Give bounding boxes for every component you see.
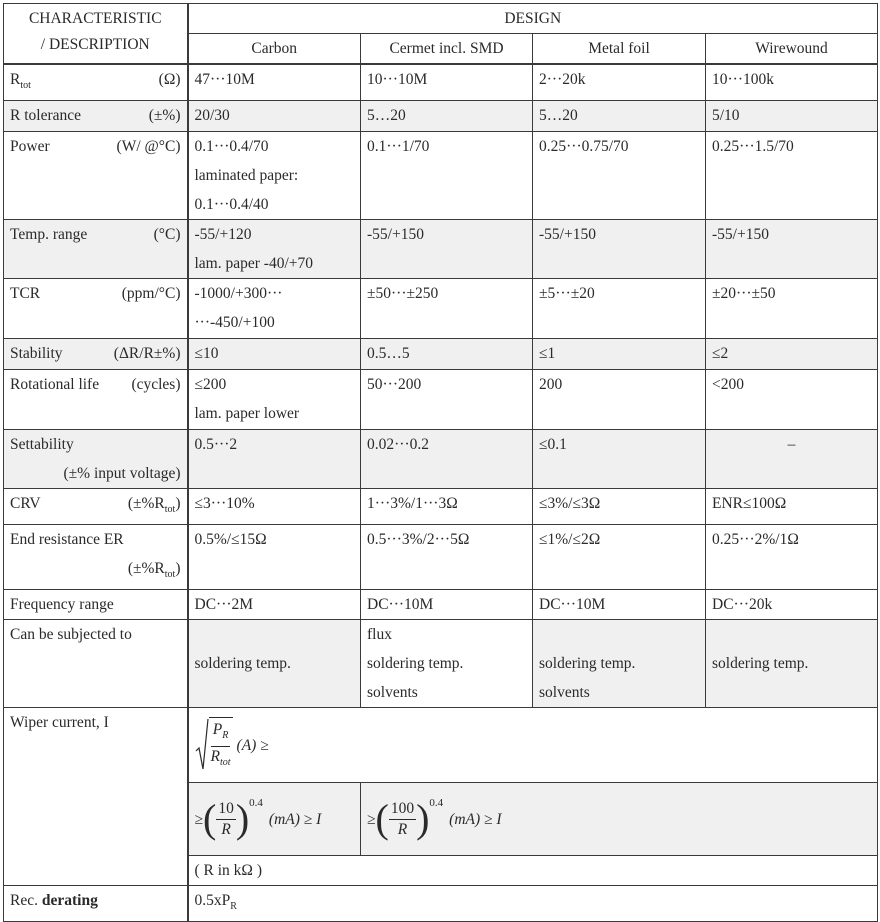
cell-rotational-cermet: 50···200	[361, 370, 533, 430]
row-label-crv: CRV $(\pm\%R_{tot})$	[4, 489, 188, 525]
cell-rtot-metal-foil: 2···20k	[533, 64, 706, 101]
cell-rotational-metal-foil: 200	[533, 370, 706, 430]
table-row	[4, 220, 878, 279]
column-header-wirewound: Wirewound	[706, 34, 878, 65]
cell-subjected-wirewound: soldering temp.	[706, 620, 878, 708]
table-row	[4, 101, 878, 132]
table-row	[4, 64, 878, 101]
table-row	[4, 489, 878, 525]
cell-rtol-cermet: 5…20	[361, 101, 533, 132]
cell-stability-metal-foil: ≤1	[533, 339, 706, 370]
cell-rtot-carbon: 47···10M	[188, 64, 361, 101]
cell-wiper-formula-sqrt	[188, 708, 878, 783]
column-header-metal-foil: Metal foil	[533, 34, 706, 65]
cell-power-metal-foil: 0.25···0.75/70	[533, 132, 706, 220]
cell-frequency-metal-foil: DC···10M	[533, 590, 706, 620]
cell-tcr-cermet: ±50···±250	[361, 279, 533, 339]
cell-settability-cermet: 0.02···0.2	[361, 430, 533, 489]
row-label-tcr: TCR (ppm/°C)	[4, 279, 188, 339]
cell-rtot-wirewound: 10···100k	[706, 64, 878, 101]
row-label-derating: Rec. derating	[4, 886, 188, 922]
row-unit-power: (W/ @°C)	[116, 138, 181, 156]
row-label-rotational: Rotational life (cycles)	[4, 370, 188, 430]
cell-stability-cermet: 0.5…5	[361, 339, 533, 370]
cell-settability-carbon: 0.5···2	[188, 430, 361, 489]
row-unit-rtot: (Ω)	[158, 71, 181, 88]
row-label-temp: Temp. range (°C)	[4, 220, 188, 279]
cell-stability-carbon: ≤10	[188, 339, 361, 370]
cell-rtol-metal-foil: 5…20	[533, 101, 706, 132]
cell-power-cermet: 0.1···1/70	[361, 132, 533, 220]
cell-rtot-cermet: 10···10M	[361, 64, 533, 101]
table-row	[4, 279, 878, 339]
table-wrapper	[3, 3, 878, 922]
row-label-wiper: Wiper current, I	[4, 708, 188, 886]
cell-rotational-carbon: ≤200 lam. paper lower	[188, 370, 361, 430]
table-row	[4, 339, 878, 370]
wiper-formula-others: ≥ ( $\frac{100}{R}$ ) 0.4 (mA) ≥ I	[367, 796, 502, 842]
table-row	[4, 132, 878, 220]
table-row	[4, 886, 878, 922]
characteristic-header-line2: / DESCRIPTION	[40, 36, 150, 53]
cell-end-resistance-cermet: 0.5···3%/2···5Ω	[361, 525, 533, 590]
column-header-carbon: Carbon	[188, 34, 361, 65]
cell-temp-cermet: -55/+150	[361, 220, 533, 279]
cell-subjected-metal-foil: soldering temp. solvents	[533, 620, 706, 708]
cell-derating-value: $0.5xP_R$	[188, 886, 878, 922]
row-unit-stability: (ΔR/R±%)	[113, 345, 181, 363]
cell-temp-metal-foil: -55/+150	[533, 220, 706, 279]
table-row	[4, 370, 878, 430]
cell-crv-carbon: ≤3···10%	[188, 489, 361, 525]
cell-stability-wirewound: ≤2	[706, 339, 878, 370]
wiper-formula-sqrt: $\frac{P_R}{R_{tot}}$ (A) ≥	[195, 717, 872, 773]
table-row	[4, 590, 878, 620]
row-label-subjected: Can be subjected to	[4, 620, 188, 708]
cell-rotational-wirewound: <200	[706, 370, 878, 430]
row-label-end-resistance: End resistance ER $(\pm\%R_{tot})$	[4, 525, 188, 590]
cell-power-wirewound: 0.25···1.5/70	[706, 132, 878, 220]
resistor-spec-table	[3, 3, 878, 922]
cell-temp-wirewound: -55/+150	[706, 220, 878, 279]
sqrt-sign-icon	[195, 717, 209, 773]
cell-frequency-wirewound: DC···20k	[706, 590, 878, 620]
characteristic-header-line1: CHARACTERISTIC	[28, 10, 162, 27]
cell-crv-metal-foil: ≤3%/≤3Ω	[533, 489, 706, 525]
cell-frequency-cermet: DC···10M	[361, 590, 533, 620]
cell-crv-cermet: 1···3%/1···3Ω	[361, 489, 533, 525]
row-label-rtol: R tolerance (±%)	[4, 101, 188, 132]
table-row	[4, 430, 878, 489]
cell-end-resistance-metal-foil: ≤1%/≤2Ω	[533, 525, 706, 590]
cell-wiper-formula-others	[361, 783, 878, 856]
cell-subjected-carbon: soldering temp.	[188, 620, 361, 708]
cell-subjected-cermet: flux soldering temp. solvents	[361, 620, 533, 708]
row-label-stability: Stability (ΔR/R±%)	[4, 339, 188, 370]
table-row	[4, 708, 878, 783]
column-header-cermet: Cermet incl. SMD	[361, 34, 533, 65]
characteristic-header	[4, 4, 188, 65]
row-unit-rtol: (±%)	[148, 107, 181, 125]
row-unit-rotational: (cycles)	[131, 376, 181, 394]
cell-settability-metal-foil: ≤0.1	[533, 430, 706, 489]
wiper-formula-carbon: ≥ ( $\frac{10}{R}$ ) 0.4 (mA) ≥ I	[194, 796, 322, 842]
row-label-power: Power (W/ @°C)	[4, 132, 188, 220]
row-unit-end-resistance: $(\pm\%R_{tot})$	[127, 560, 181, 581]
table-row	[4, 525, 878, 590]
cell-rtol-carbon: 20/30	[188, 101, 361, 132]
cell-rtol-wirewound: 5/10	[706, 101, 878, 132]
row-unit-tcr: (ppm/°C)	[121, 285, 181, 303]
row-unit-temp: (°C)	[153, 226, 181, 244]
design-header: DESIGN	[188, 4, 878, 34]
row-label-rtot: $R_{tot}$ (Ω)	[4, 64, 188, 101]
cell-tcr-metal-foil: ±5···±20	[533, 279, 706, 339]
cell-end-resistance-wirewound: 0.25···2%/1Ω	[706, 525, 878, 590]
cell-crv-wirewound: ENR≤100Ω	[706, 489, 878, 525]
cell-power-carbon: 0.1···0.4/70 laminated paper: 0.1···0.4/40	[188, 132, 361, 220]
cell-settability-wirewound: –	[706, 430, 878, 489]
row-label-settability: Settability (±% input voltage)	[4, 430, 188, 489]
cell-wiper-formula-carbon	[188, 783, 361, 856]
cell-end-resistance-carbon: 0.5%/≤15Ω	[188, 525, 361, 590]
cell-tcr-wirewound: ±20···±50	[706, 279, 878, 339]
table-row	[4, 620, 878, 708]
cell-tcr-carbon: -1000/+300··· ···-450/+100	[188, 279, 361, 339]
row-unit-crv: $(\pm\%R_{tot})$	[127, 495, 181, 516]
row-label-frequency: Frequency range	[4, 590, 188, 620]
row-unit-settability: (±% input voltage)	[63, 465, 181, 483]
cell-wiper-note: ( R in kΩ )	[188, 856, 878, 886]
cell-temp-carbon: -55/+120 lam. paper -40/+70	[188, 220, 361, 279]
cell-frequency-carbon: DC···2M	[188, 590, 361, 620]
